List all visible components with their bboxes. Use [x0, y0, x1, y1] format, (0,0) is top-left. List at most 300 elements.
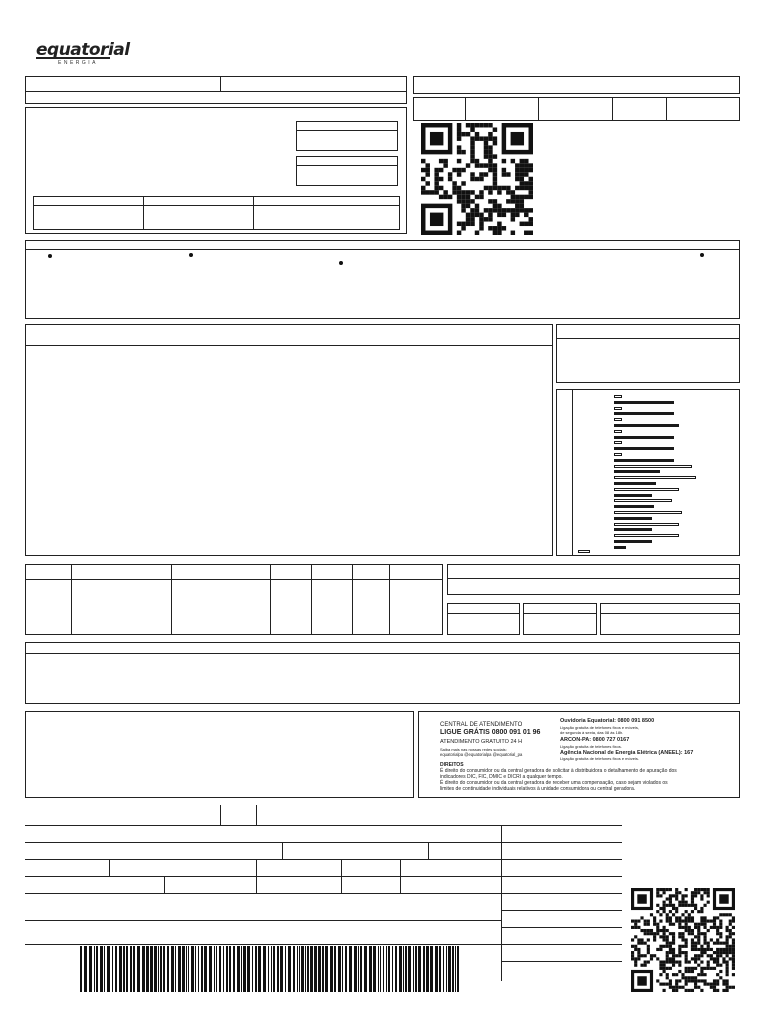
barcode-bar	[364, 946, 367, 992]
info-box	[556, 324, 740, 383]
qr-module	[681, 904, 684, 907]
qr-module	[475, 195, 479, 199]
qr-module	[685, 923, 688, 926]
qr-module	[631, 920, 634, 923]
qr-module	[732, 926, 735, 929]
qr-module	[644, 923, 647, 926]
qr-module	[470, 127, 474, 131]
qr-module	[502, 213, 506, 217]
qr-module	[716, 926, 719, 929]
qr-module	[634, 948, 637, 951]
barcode-bar	[126, 946, 128, 992]
chart-bar	[614, 465, 692, 468]
barcode-bar	[301, 946, 304, 992]
slip-line	[25, 944, 622, 945]
qr-module	[700, 897, 703, 900]
qr-module	[666, 957, 669, 960]
qr-module	[685, 983, 688, 986]
qr-module	[681, 901, 684, 904]
qr-module	[700, 960, 703, 963]
qr-module	[697, 979, 700, 982]
qr-module	[713, 989, 716, 992]
barcode-bar	[167, 946, 169, 992]
qr-module	[457, 132, 461, 136]
qr-module	[484, 141, 488, 145]
chart-bar	[614, 523, 679, 526]
qr-module	[448, 177, 452, 181]
qr-module	[719, 964, 722, 967]
qr-module	[681, 973, 684, 976]
qr-module	[653, 954, 656, 957]
barcode-bar	[154, 946, 157, 992]
qr-module	[659, 948, 662, 951]
qr-module	[524, 181, 528, 185]
qr-module	[637, 954, 640, 957]
qr-module	[732, 960, 735, 963]
barcode-bar	[285, 946, 286, 992]
qr-module	[716, 916, 719, 919]
qr-module	[678, 979, 681, 982]
qr-module	[726, 926, 729, 929]
qr-module	[703, 888, 706, 891]
qr-module	[644, 942, 647, 945]
barcode-bar	[457, 946, 459, 992]
qr-module	[644, 920, 647, 923]
qr-module	[722, 942, 725, 945]
qr-module	[722, 951, 725, 954]
bullet-dot	[700, 253, 704, 257]
qr-module	[666, 935, 669, 938]
qr-module	[647, 929, 650, 932]
qr-module	[703, 920, 706, 923]
qr-module	[685, 976, 688, 979]
qr-module	[716, 983, 719, 986]
qr-finder-pattern	[430, 132, 443, 145]
qr-module	[488, 186, 492, 190]
invoice-values-row	[413, 97, 740, 121]
qr-module	[716, 973, 719, 976]
qr-module	[685, 954, 688, 957]
qr-module	[515, 177, 519, 181]
barcode-bar	[395, 946, 397, 992]
barcode-bar	[297, 946, 298, 992]
qr-module	[678, 916, 681, 919]
qr-module	[700, 923, 703, 926]
qr-module	[493, 231, 497, 235]
qr-module	[640, 954, 643, 957]
qr-module	[647, 960, 650, 963]
chart-bar	[614, 401, 674, 404]
qr-module	[497, 204, 501, 208]
qr-module	[452, 168, 456, 172]
qr-module	[722, 948, 725, 951]
qr-module	[722, 989, 725, 992]
qr-module	[524, 159, 528, 163]
barcode-bar	[439, 946, 441, 992]
qr-module	[656, 888, 659, 891]
qr-module	[457, 199, 461, 203]
barcode-bar	[191, 946, 194, 992]
qr-module	[666, 951, 669, 954]
barcode-bar	[204, 946, 207, 992]
qr-module	[694, 979, 697, 982]
qr-module	[475, 132, 479, 136]
qr-module	[666, 976, 669, 979]
qr-module	[691, 904, 694, 907]
qr-module	[726, 954, 729, 957]
qr-module	[524, 222, 528, 226]
qr-module	[634, 923, 637, 926]
qr-module	[520, 186, 524, 190]
barcode-bar	[342, 946, 343, 992]
qr-module	[672, 894, 675, 897]
barcode-bar	[223, 946, 224, 992]
slip-line	[501, 961, 622, 962]
qr-module	[466, 213, 470, 217]
barcode-bar	[100, 946, 103, 992]
qr-module	[726, 979, 729, 982]
qr-module	[713, 926, 716, 929]
qr-module	[669, 888, 672, 891]
qr-module	[634, 960, 637, 963]
qr-module	[425, 168, 429, 172]
qr-module	[647, 945, 650, 948]
qr-module	[650, 913, 653, 916]
qr-module	[697, 948, 700, 951]
qr-module	[529, 222, 533, 226]
qr-module	[479, 123, 483, 127]
barcode-bar	[455, 946, 456, 992]
qr-module	[515, 204, 519, 208]
qr-module	[688, 916, 691, 919]
qr-module	[470, 172, 474, 176]
qr-module	[663, 888, 666, 891]
qr-module	[631, 938, 634, 941]
qr-module	[515, 199, 519, 203]
qr-module	[461, 195, 465, 199]
qr-module	[659, 913, 662, 916]
qr-module	[694, 986, 697, 989]
bottom-left-box	[25, 711, 414, 798]
atendimento-24h: ATENDIMENTO GRATUITO 24 H	[440, 739, 523, 745]
qr-module	[488, 168, 492, 172]
qr-module	[506, 208, 510, 212]
qr-module	[659, 929, 662, 932]
qr-module	[479, 172, 483, 176]
qr-module	[470, 141, 474, 145]
qr-module	[716, 938, 719, 941]
qr-module	[520, 177, 524, 181]
qr-module	[502, 208, 506, 212]
qr-module	[700, 948, 703, 951]
qr-module	[466, 199, 470, 203]
qr-module	[732, 920, 735, 923]
qr-module	[678, 964, 681, 967]
qr-module	[669, 897, 672, 900]
qr-module	[722, 913, 725, 916]
qr-module	[434, 172, 438, 176]
barcode-bar	[423, 946, 425, 992]
qr-module	[493, 154, 497, 158]
chart-bar	[614, 482, 656, 485]
qr-module	[529, 168, 533, 172]
qr-module	[663, 989, 666, 992]
qr-module	[448, 172, 452, 176]
qr-module	[663, 960, 666, 963]
qr-module	[691, 942, 694, 945]
qr-module	[681, 935, 684, 938]
qr-module	[688, 960, 691, 963]
qr-module	[647, 923, 650, 926]
qr-module	[466, 222, 470, 226]
direitos-line-4: limites de continuidade individuais relativos à unidade consumidora ou central geradora.	[440, 786, 636, 792]
qr-module	[653, 935, 656, 938]
qr-module	[515, 163, 519, 167]
qr-module	[515, 195, 519, 199]
qr-module	[479, 195, 483, 199]
direitos-line-3: É direito do consumidor ou da central geradora de receber uma compensação, caso sejam violados os	[440, 780, 668, 786]
qr-module	[669, 942, 672, 945]
qr-module	[640, 942, 643, 945]
qr-module	[475, 213, 479, 217]
qr-module	[497, 226, 501, 230]
qr-module	[488, 123, 492, 127]
qr-module	[479, 190, 483, 194]
qr-module	[666, 942, 669, 945]
qr-module	[729, 923, 732, 926]
qr-module	[685, 904, 688, 907]
qr-module	[461, 150, 465, 154]
qr-module	[666, 967, 669, 970]
qr-module	[707, 960, 710, 963]
qr-module	[631, 954, 634, 957]
qr-module	[524, 195, 528, 199]
chart-bar	[614, 430, 622, 433]
qr-module	[672, 964, 675, 967]
qr-module	[479, 222, 483, 226]
qr-module	[644, 964, 647, 967]
barcode-bar	[201, 946, 203, 992]
qr-module	[703, 948, 706, 951]
qr-module	[703, 942, 706, 945]
qr-module	[729, 948, 732, 951]
qr-module	[713, 983, 716, 986]
qr-module	[732, 932, 735, 935]
qr-module	[672, 907, 675, 910]
qr-module	[520, 199, 524, 203]
qr-module	[678, 923, 681, 926]
brand-logo: equatorial	[36, 40, 130, 60]
qr-module	[681, 920, 684, 923]
qr-module	[726, 986, 729, 989]
barcode-bar	[237, 946, 240, 992]
chart-bar	[614, 459, 674, 462]
qr-module	[729, 932, 732, 935]
qr-module	[713, 942, 716, 945]
qr-module	[470, 213, 474, 217]
qr-module	[719, 926, 722, 929]
chart-bar	[614, 517, 652, 520]
qr-module	[716, 948, 719, 951]
qr-module	[470, 150, 474, 154]
qr-module	[719, 920, 722, 923]
arcon-phone: ARCON-PA: 0800 727 0167	[560, 737, 630, 743]
small-field-1	[296, 121, 398, 151]
qr-module	[713, 923, 716, 926]
qr-module	[488, 213, 492, 217]
barcode-bar	[383, 946, 384, 992]
qr-module	[710, 954, 713, 957]
qr-module	[678, 954, 681, 957]
barcode-bar	[426, 946, 429, 992]
barcode-bar	[322, 946, 324, 992]
qr-module	[666, 960, 669, 963]
qr-module	[529, 163, 533, 167]
barcode-bar	[280, 946, 283, 992]
chart-bar	[614, 534, 679, 537]
qr-module	[511, 213, 515, 217]
barcode-bar	[446, 946, 447, 992]
chart-bar	[614, 540, 652, 543]
qr-module	[479, 226, 483, 230]
slip-line	[501, 927, 622, 928]
qr-module	[691, 948, 694, 951]
qr-module	[479, 177, 483, 181]
barcode-bar	[448, 946, 451, 992]
qr-module	[694, 948, 697, 951]
qr-module	[637, 926, 640, 929]
qr-module	[520, 159, 524, 163]
barcode-bar	[408, 946, 411, 992]
qr-module	[688, 926, 691, 929]
qr-module	[678, 970, 681, 973]
qr-module	[672, 973, 675, 976]
qr-module	[726, 960, 729, 963]
qr-module	[644, 954, 647, 957]
qr-module	[434, 190, 438, 194]
qr-module	[659, 888, 662, 891]
qr-module	[716, 989, 719, 992]
barcode-bar	[373, 946, 376, 992]
qr-module	[716, 964, 719, 967]
chart-bar	[614, 453, 622, 456]
qr-module	[511, 195, 515, 199]
qr-module	[710, 983, 713, 986]
qr-module	[685, 967, 688, 970]
barcode-bar	[318, 946, 321, 992]
qr-module	[672, 938, 675, 941]
qr-module	[691, 979, 694, 982]
barcode-bar	[305, 946, 306, 992]
qr-module	[663, 970, 666, 973]
qr-module	[685, 910, 688, 913]
qr-module	[653, 932, 656, 935]
customer-header-box	[25, 76, 407, 104]
qr-module	[713, 979, 716, 982]
bullet-dot	[189, 253, 193, 257]
qr-module	[529, 181, 533, 185]
qr-module	[691, 989, 694, 992]
qr-module	[732, 951, 735, 954]
qr-module	[488, 154, 492, 158]
qr-module	[703, 904, 706, 907]
qr-module	[672, 932, 675, 935]
qr-module	[707, 888, 710, 891]
qr-module	[678, 920, 681, 923]
central-atendimento-title: CENTRAL DE ATENDIMENTO	[440, 722, 523, 728]
qr-module	[666, 929, 669, 932]
qr-module	[497, 186, 501, 190]
qr-module	[457, 145, 461, 149]
qr-module	[470, 154, 474, 158]
qr-module	[669, 967, 672, 970]
notice-box	[25, 240, 740, 319]
qr-module	[511, 190, 515, 194]
qr-module	[470, 190, 474, 194]
indicator-field-1	[447, 603, 520, 635]
qr-module	[461, 190, 465, 194]
barcode-bar	[186, 946, 187, 992]
qr-module	[669, 979, 672, 982]
qr-module	[640, 964, 643, 967]
qr-module	[726, 913, 729, 916]
qr-module	[703, 967, 706, 970]
qr-module	[479, 136, 483, 140]
qr-module	[475, 204, 479, 208]
qr-module	[470, 159, 474, 163]
qr-module	[452, 190, 456, 194]
qr-module	[703, 923, 706, 926]
qr-module	[703, 932, 706, 935]
barcode-bar	[380, 946, 381, 992]
qr-module	[425, 172, 429, 176]
qr-module	[672, 904, 675, 907]
qr-module	[691, 891, 694, 894]
ligue-gratis-phone: LIGUE GRÁTIS 0800 091 01 96	[440, 729, 541, 736]
qr-module	[634, 920, 637, 923]
barcode-bar	[178, 946, 181, 992]
qr-module	[634, 926, 637, 929]
chart-bar	[614, 436, 674, 439]
qr-module	[470, 222, 474, 226]
qr-module	[644, 932, 647, 935]
qr-module	[700, 970, 703, 973]
qr-module	[697, 935, 700, 938]
qr-module	[659, 983, 662, 986]
qr-module	[700, 989, 703, 992]
barcode-bar	[182, 946, 185, 992]
qr-module	[520, 222, 524, 226]
qr-module	[675, 897, 678, 900]
qr-module	[675, 989, 678, 992]
qr-module	[634, 935, 637, 938]
qr-module	[443, 195, 447, 199]
qr-module	[694, 942, 697, 945]
barcode-bar	[277, 946, 279, 992]
qr-module	[691, 945, 694, 948]
aneel-note: Ligação gratuita de telefones fixos e móveis.	[560, 756, 639, 761]
qr-module	[719, 954, 722, 957]
qr-module	[700, 894, 703, 897]
qr-module	[529, 177, 533, 181]
qr-module	[681, 894, 684, 897]
qr-module	[466, 132, 470, 136]
qr-module	[656, 929, 659, 932]
qr-module	[502, 226, 506, 230]
qr-module	[484, 163, 488, 167]
barcode-bar	[214, 946, 215, 992]
qr-module	[439, 195, 443, 199]
